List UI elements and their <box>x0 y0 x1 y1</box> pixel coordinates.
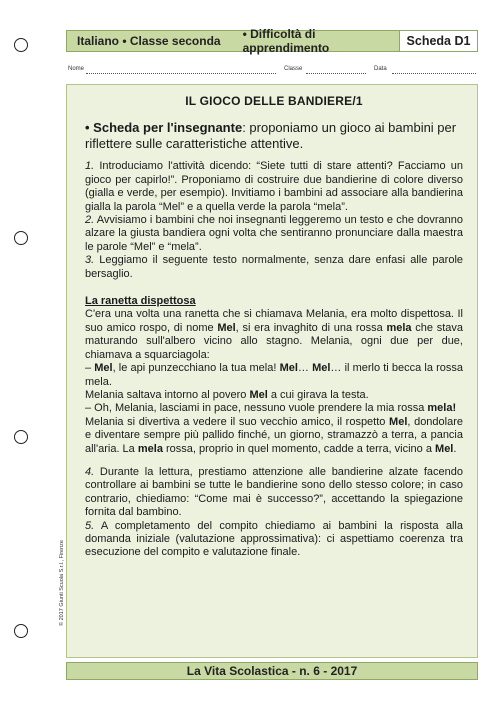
name-field[interactable] <box>86 73 276 74</box>
date-label: Data <box>374 66 387 72</box>
teacher-intro <box>85 120 463 152</box>
story-paragraph-2: – Mel, le api punzecchiano la tua mela! Mel… Mel… il merlo ti becca la rossa mela. <box>85 362 464 388</box>
step-text: A completamento del compito chiediamo ai bambini la risposta alla domanda iniziale (valutazione approssimativa): ci aspettiamo coerenza tra esecuzione del compito e valutazione finale. <box>85 519 463 559</box>
header-subject: Italiano • Classe seconda <box>77 34 221 48</box>
class-field[interactable] <box>306 73 366 74</box>
worksheet-body <box>85 92 463 560</box>
date-field[interactable] <box>392 73 476 74</box>
step-number: 3. <box>85 254 95 267</box>
footer-bar <box>66 662 478 680</box>
step-1 <box>85 160 463 214</box>
binder-hole-4 <box>14 624 28 638</box>
copyright-notice: © 2017 Giunti Scuola S.r.l., Firenze <box>59 540 65 626</box>
binder-hole-1 <box>14 38 28 52</box>
sheet-label: Scheda D1 <box>399 31 477 51</box>
step-text: Introduciamo l'attività dicendo: “Siete tutti di stare attenti? Facciamo un gioco per capirlo!”. Proponiamo di costruire due bandierine di colore diverso (gialla e verde, per esempio). Invitiamo i bambini ad associare alla bandierina gialla la parola “Mel” e a quella verde la parola “mela”. <box>85 160 463 213</box>
footer-publication: La Vita Scolastica - n. 6 - 2017 <box>186 664 358 678</box>
step-number: 5. <box>85 519 95 532</box>
story-paragraph-3: Melania saltava intorno al povero Mel a cui girava la testa. <box>85 388 369 401</box>
step-2 <box>85 214 463 254</box>
step-text: Avvisiamo i bambini che noi insegnanti leggeremo un testo e che dovranno alzare la giusta bandiera ogni volta che sentiranno pronunciare dalla maestra le parole “Mel” e “mela”. <box>85 214 463 253</box>
intro-lead: • Scheda per l'insegnante <box>85 120 243 136</box>
step-text: Durante la lettura, prestiamo attenzione alle bandierine alzate facendo controllare ai bambini se tutte le bandierine sono dello stesso colore; in caso contrario, chiediamo: “Come mai è successo?”, accettando la spiegazione fornita dal bambino. <box>85 465 463 519</box>
name-label: Nome <box>68 66 85 72</box>
story-paragraph-5: Melania si divertiva a vedere il suo vecchio amico, il rospetto Mel, dondolare e diventare sempre più pallido finché, un giorno, stramazzò a terra, a pancia all'aria. La mela rossa, proprio in quel momento, cadde a terra, vicino a Mel. <box>85 415 464 455</box>
story-title: La ranetta dispettosa <box>85 295 196 308</box>
step-5 <box>85 520 463 560</box>
step-number: 4. <box>85 465 95 478</box>
story-paragraph-4: – Oh, Melania, lasciami in pace, nessuno vuole prendere la mia rossa mela! <box>85 402 457 415</box>
story-paragraph-1: C'era una volta una ranetta che si chiamava Melania, era molto dispettosa. Il suo amico rospo, di nome Mel, si era invaghito di una rossa mela che stava maturando sull'albero vicino allo stagno. Melania, ogni due per due, chiamava a squarciagola: <box>85 308 463 361</box>
intro-text: : proponiamo un gioco ai bambini per riflettere sulle caratteristiche attentive. <box>85 120 457 152</box>
step-3 <box>85 254 463 281</box>
header-bar <box>66 27 478 55</box>
step-text: Leggiamo il seguente testo normalmente, senza dare enfasi alle parole bersaglio. <box>85 254 463 280</box>
student-info-row <box>66 64 478 76</box>
page-title: IL GIOCO DELLE BANDIERE/1 <box>185 94 363 108</box>
header-topic: • Difficoltà di apprendimento <box>242 27 330 55</box>
binder-hole-3 <box>14 430 28 444</box>
class-label: Classe <box>284 66 303 72</box>
step-number: 1. <box>85 160 95 173</box>
binder-hole-2 <box>14 231 28 245</box>
step-number: 2. <box>85 214 95 227</box>
step-4 <box>85 466 463 520</box>
